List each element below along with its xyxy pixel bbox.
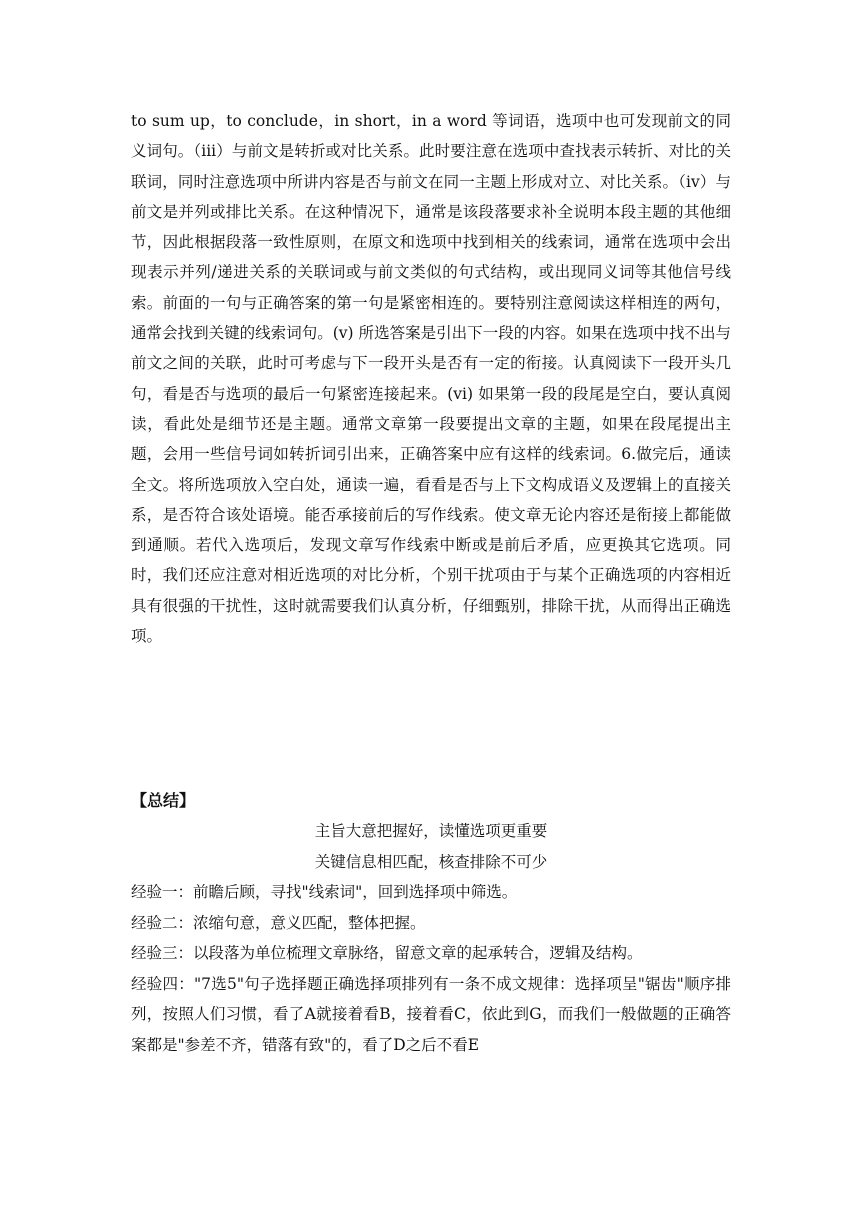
experience-item-4: 经验四："7选5"句子选择题正确选择项排列有一条不成文规律：选择项呈"锯齿"顺序排列，按照人们习惯，看了A就接着看B，接着看C，依此到G，而我们一般做题的正确答案都是"参差不齐，错落有致"的，看了D之后不看E (131, 974, 731, 1054)
experience-item-2: 经验二：浓缩句意，意义匹配，整体把握。 (131, 913, 426, 932)
body-paragraph: to sum up，to conclude，in short，in a word 等词语，选项中也可发现前文的同义词句。（iii）与前文是转折或对比关系。此时要注意在选项中查找表示转折、对比的关联词，同时注意选项中所讲内容是否与前文在同一主题上形成对立、对比关系。（iv）与前文是并列或排比关系。在这种情况下，通常是该段落要求补全说明本段主题的其他细节，因此根据段落一致性原则，在原文和选项中找到相关的线索词，通常在选项中会出现表示并列/递进关系的关联词或与前文类似的句式结构，或出现同义词等其他信号线索。前面的一句与正确答案的第一句是紧密相连的。要特别注意阅读这样相连的两句，通常会找到关键的线索词句。(v) 所选答案是引出下一段的内容。如果在选项中找不出与前文之间的关联，此时可考虑与下一段开头是否有一定的衔接。认真阅读下一段开头几句，看是否与选项的最后一句紧密连接起来。(vi) 如果第一段的段尾是空白，要认真阅读，看此处是细节还是主题。通常文章第一段要提出文章的主题，如果在段尾提出主题，会用一些信号词如转折词引出来，正确答案中应有这样的线索词。6.做完后，通读全文。将所选项放入空白处，通读一遍，看看是否与上下文构成语义及逻辑上的直接关系，是否符合该处语境。能否承接前后的写作线索。使文章无论内容还是衔接上都能做到通顺。若代入选项后，发现文章写作线索中断或是前后矛盾，应更换其它选项。同时，我们还应注意对相近选项的对比分析，个别干扰项由于与某个正确选项的内容相近具有很强的干扰性，这时就需要我们认真分析，仔细甄别，排除干扰，从而得出正确选项。 (131, 112, 731, 646)
experience-list (131, 877, 731, 1060)
verse-line: 主旨大意把握好，读懂选项更重要 (314, 822, 548, 840)
experience-item-3: 经验三：以段落为单位梳理文章脉络，留意文章的起承转合，逻辑及结构。 (131, 944, 643, 962)
verse-line: 关键信息相匹配，核查排除不可少 (314, 852, 548, 871)
summary-verse (131, 816, 731, 877)
summary-heading: 【总结】 (131, 791, 196, 810)
experience-item-1: 经验一：前瞻后顾，寻找"线索词"，回到选择项中筛选。 (131, 883, 518, 901)
